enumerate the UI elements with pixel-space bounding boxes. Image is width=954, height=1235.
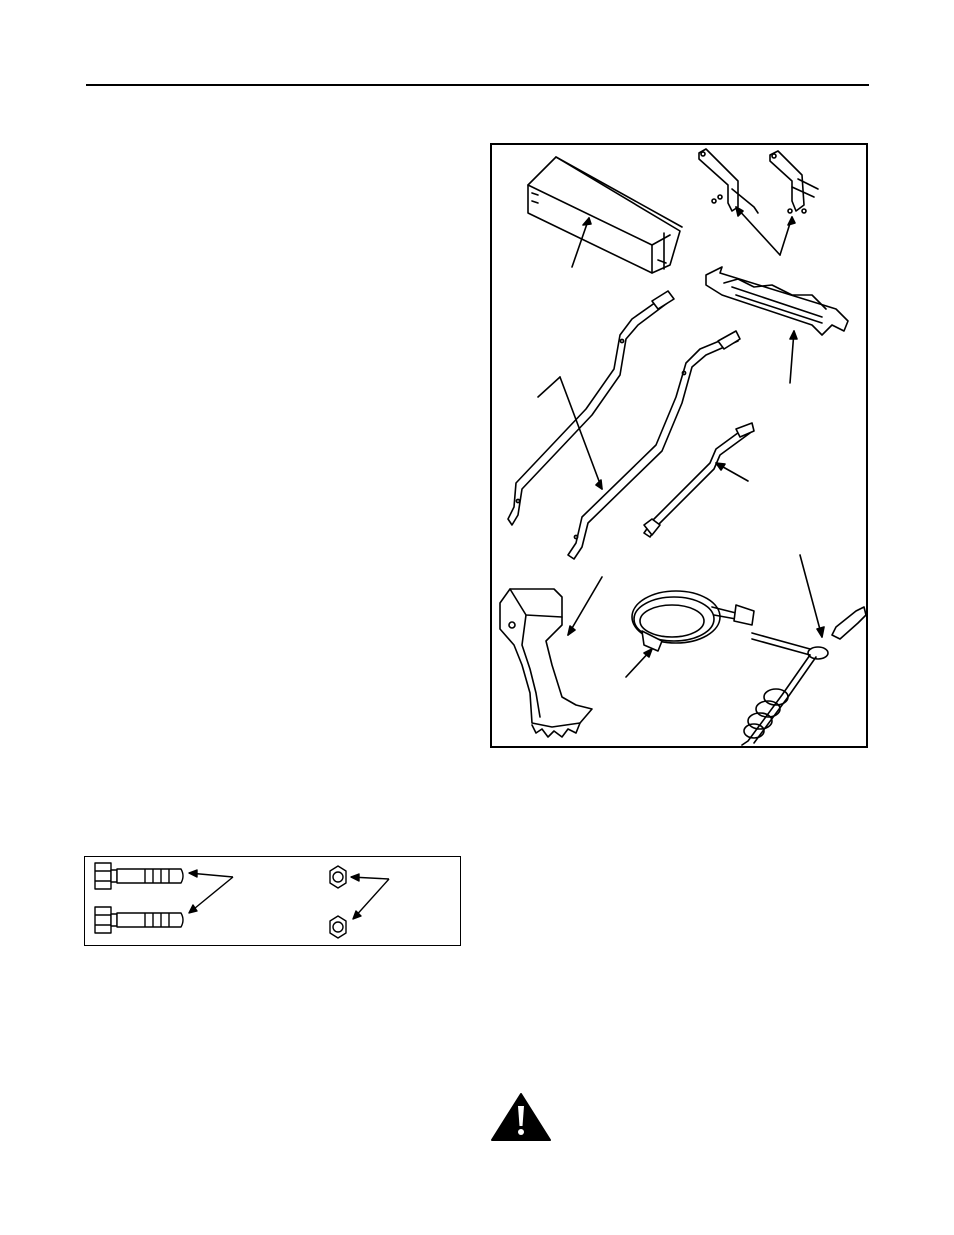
bolt-upper	[95, 863, 183, 889]
handle-callout-left	[538, 377, 560, 397]
bracket-callout-left	[736, 207, 780, 255]
handle-panel-part	[706, 267, 848, 335]
chute-crank-part	[742, 607, 866, 745]
hex-nut-lower	[330, 916, 346, 938]
chute-deflector-part	[528, 157, 682, 273]
shift-rod-part	[644, 423, 754, 537]
shift-bracket-left	[699, 149, 758, 213]
hardware-figure	[84, 856, 461, 946]
bolt-lower	[95, 907, 183, 933]
header-rule	[86, 84, 869, 86]
extension-cord-part	[632, 591, 754, 651]
loose-parts-figure	[490, 143, 868, 748]
crank-callout	[800, 555, 822, 637]
bolt-callout-lower	[189, 877, 233, 913]
discharge-chute-part	[500, 589, 592, 737]
handle-left	[508, 291, 674, 525]
hex-nut-upper	[330, 866, 346, 888]
shift-bracket-right	[770, 151, 818, 213]
chute-callout	[568, 577, 602, 635]
